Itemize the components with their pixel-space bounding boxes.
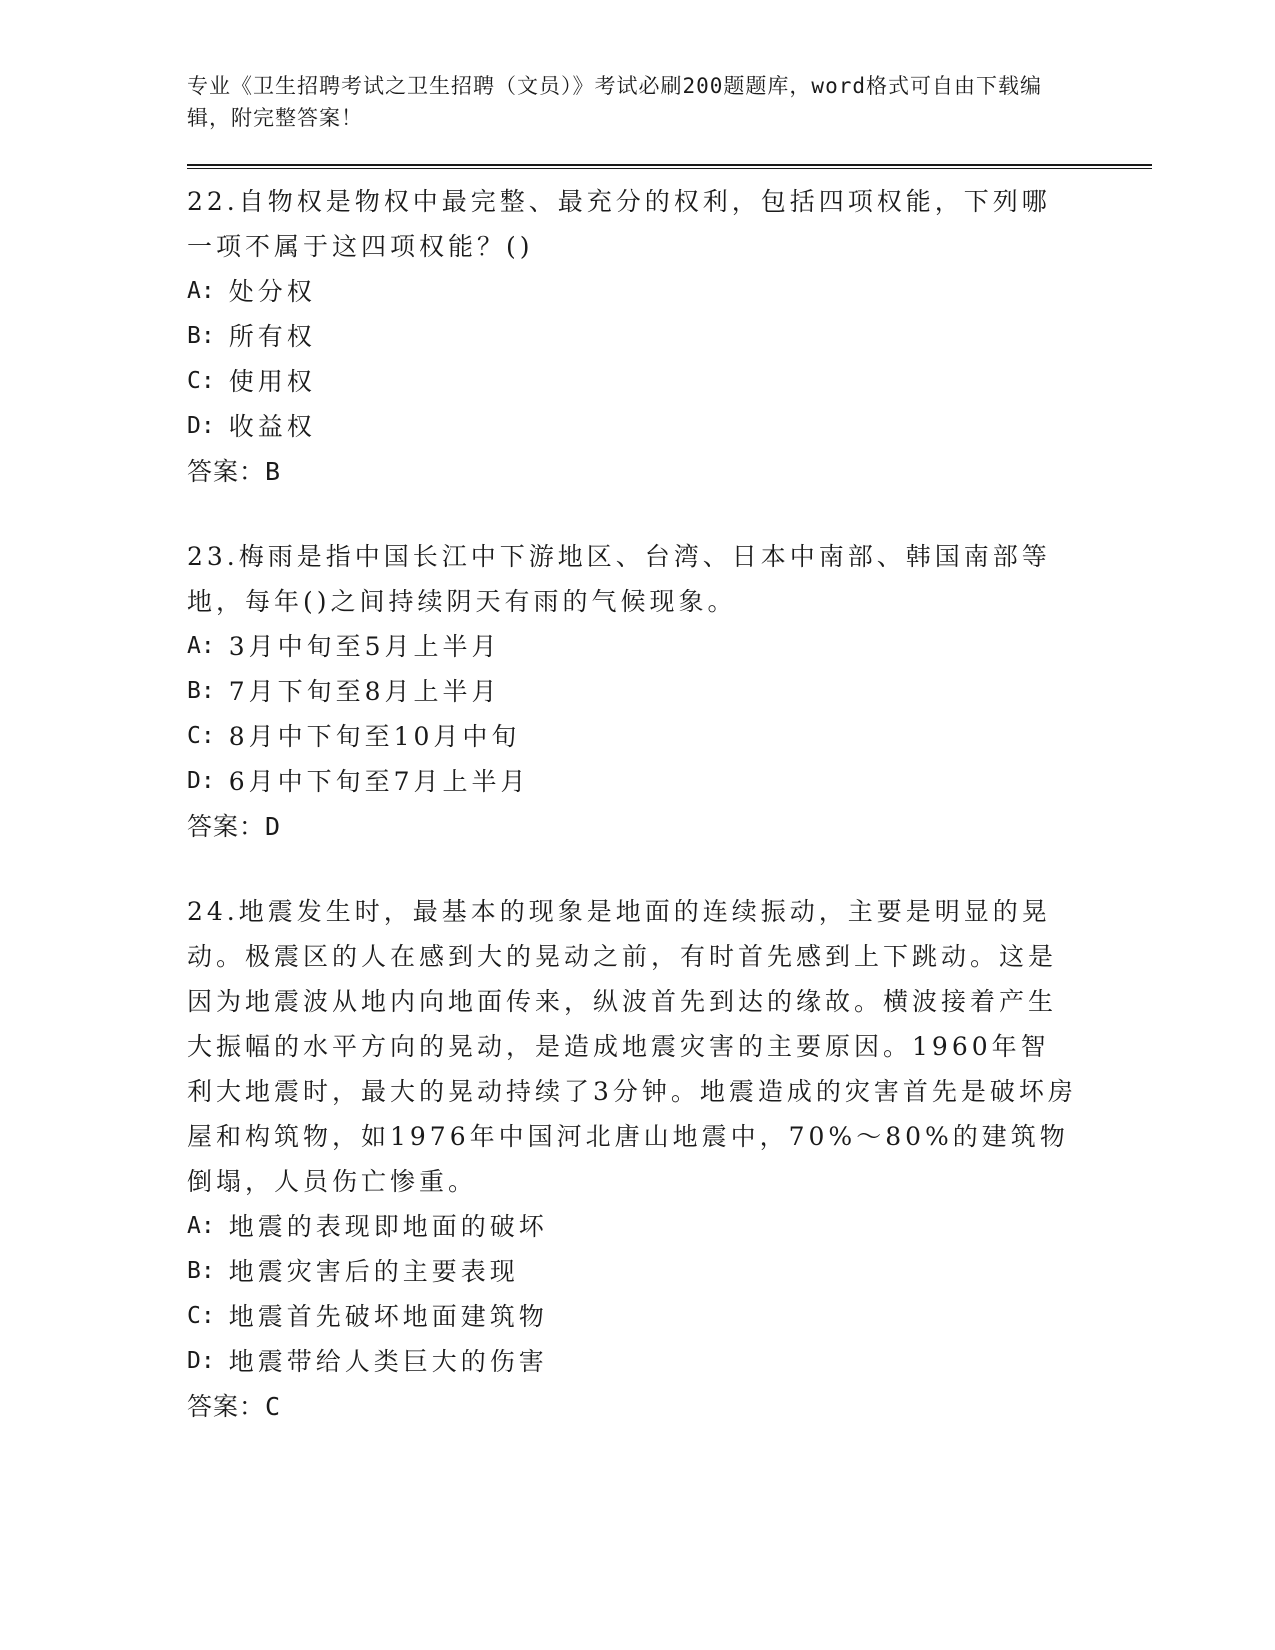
option-b bbox=[187, 314, 1147, 359]
answer-value: B bbox=[265, 457, 282, 486]
option-list bbox=[187, 269, 1147, 449]
answer-value: C bbox=[265, 1392, 282, 1421]
option-d bbox=[187, 1339, 1147, 1384]
option-list bbox=[187, 1204, 1147, 1384]
option-d bbox=[187, 759, 1147, 804]
option-letter: A: bbox=[187, 1213, 215, 1239]
question-stem: 23.梅雨是指中国长江中下游地区、台湾、日本中南部、韩国南部等地，每年()之间持续阴天有雨的气候现象。 bbox=[187, 542, 1051, 616]
option-text: 地震的表现即地面的破坏 bbox=[228, 1212, 548, 1241]
option-letter: C: bbox=[187, 723, 215, 749]
option-letter: D: bbox=[187, 768, 215, 794]
answer-label: 答案： bbox=[187, 812, 266, 841]
question-23 bbox=[187, 534, 1147, 849]
question-stem: 24.地震发生时，最基本的现象是地面的连续振动，主要是明显的晃动。极震区的人在感到大的晃动之前，有时首先感到上下跳动。这是因为地震波从地内向地面传来，纵波首先到达的缘故。横波接着产生大振幅的水平方向的晃动，是造成地震灾害的主要原因。1960年智利大地震时，最大的晃动持续了3分钟。地震造成的灾害首先是破坏房屋和构筑物，如1976年中国河北唐山地震中，70%～80%的建筑物倒塌，人员伤亡惨重。 bbox=[187, 897, 1077, 1196]
option-b bbox=[187, 669, 1147, 714]
question-24 bbox=[187, 889, 1147, 1429]
answer-line bbox=[187, 449, 1147, 494]
option-letter: B: bbox=[187, 323, 215, 349]
option-text: 7月下旬至8月上半月 bbox=[228, 677, 501, 706]
option-a bbox=[187, 269, 1147, 314]
option-c bbox=[187, 1294, 1147, 1339]
option-text: 6月中下旬至7月上半月 bbox=[228, 767, 530, 796]
option-c bbox=[187, 714, 1147, 759]
option-letter: A: bbox=[187, 278, 215, 304]
option-text: 使用权 bbox=[228, 367, 316, 396]
option-a bbox=[187, 1204, 1147, 1249]
option-letter: D: bbox=[187, 413, 215, 439]
option-text: 所有权 bbox=[228, 322, 316, 351]
answer-label: 答案： bbox=[187, 1392, 266, 1421]
option-text: 地震首先破坏地面建筑物 bbox=[228, 1302, 548, 1331]
option-letter: D: bbox=[187, 1348, 215, 1374]
option-text: 地震带给人类巨大的伤害 bbox=[228, 1347, 548, 1376]
option-letter: A: bbox=[187, 633, 215, 659]
question-stem: 22.自物权是物权中最完整、最充分的权利，包括四项权能，下列哪一项不属于这四项权能？() bbox=[187, 187, 1051, 261]
answer-label: 答案： bbox=[187, 457, 266, 486]
option-letter: C: bbox=[187, 368, 215, 394]
header-divider bbox=[187, 164, 1152, 169]
option-text: 3月中旬至5月上半月 bbox=[228, 632, 501, 661]
option-text: 地震灾害后的主要表现 bbox=[228, 1257, 519, 1286]
document-page bbox=[187, 70, 1147, 1429]
option-text: 收益权 bbox=[228, 412, 316, 441]
answer-value: D bbox=[265, 812, 282, 841]
option-b bbox=[187, 1249, 1147, 1294]
option-letter: B: bbox=[187, 1258, 215, 1284]
option-a bbox=[187, 624, 1147, 669]
option-text: 处分权 bbox=[228, 277, 316, 306]
option-text: 8月中下旬至10月中旬 bbox=[228, 722, 521, 751]
answer-line bbox=[187, 804, 1147, 849]
option-c bbox=[187, 359, 1147, 404]
option-list bbox=[187, 624, 1147, 804]
answer-line bbox=[187, 1384, 1147, 1429]
document-header: 专业《卫生招聘考试之卫生招聘（文员）》考试必刷200题题库，word格式可自由下载编辑，附完整答案！ bbox=[187, 74, 1042, 130]
option-letter: C: bbox=[187, 1303, 215, 1329]
question-22 bbox=[187, 179, 1147, 494]
option-d bbox=[187, 404, 1147, 449]
option-letter: B: bbox=[187, 678, 215, 704]
